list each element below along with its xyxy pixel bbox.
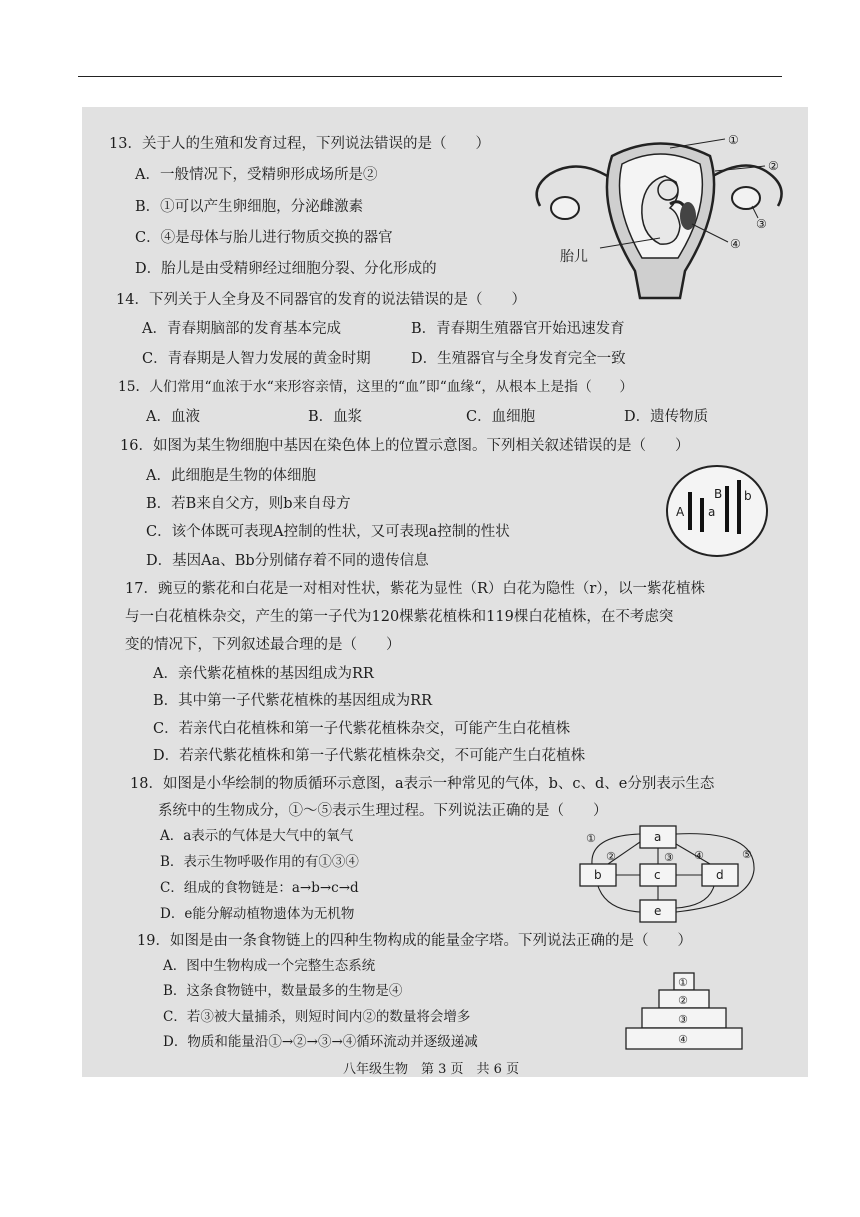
q17-stem-line1: 17．豌豆的紫花和白花是一对相对性状，紫花为显性（R）白花为隐性（r），以一紫花植株	[125, 581, 706, 597]
uterus-label-1: ①	[728, 133, 739, 147]
uterus-label-4: ④	[730, 237, 741, 251]
cycle-figure	[578, 822, 778, 924]
chromosome-2	[700, 498, 704, 532]
process-1: ①	[586, 832, 596, 845]
fetus-label: 胎儿	[560, 249, 588, 265]
q17-stem-line2: 与一白花植株杂交，产生的第一子代为120棵紫花植株和119棵白花植株，在不考虑突	[125, 609, 674, 625]
gene-b: b	[744, 489, 752, 503]
q13-option-b: B．①可以产生卵细胞，分泌雌激素	[135, 199, 364, 215]
arrow-4	[676, 844, 710, 864]
q14-option-d: D．生殖器官与全身发育完全一致	[411, 351, 626, 367]
process-2: ②	[606, 850, 616, 863]
q15-option-c: C．血细胞	[466, 409, 536, 425]
q18-option-b: B．表示生物呼吸作用的有①③④	[160, 854, 359, 870]
chromosome-4	[737, 480, 741, 534]
q17-option-c: C．若亲代白花植株和第一子代紫花植株杂交，可能产生白花植株	[153, 721, 571, 737]
q18-stem-line2: 系统中的生物成分，①～⑤表示生理过程。下列说法正确的是（ ）	[158, 803, 608, 819]
arrow-b-e	[598, 886, 640, 912]
q18-stem-line1: 18．如图是小华绘制的物质循环示意图，a表示一种常见的气体，b、c、d、e分别表示生态	[130, 776, 715, 792]
placenta	[680, 202, 696, 230]
node-e: e	[654, 904, 662, 918]
q17-stem-line3: 变的情况下，下列叙述最合理的是（ ）	[125, 637, 401, 653]
q13-stem: 13．关于人的生殖和发育过程，下列说法错误的是（ ）	[109, 136, 490, 152]
node-d: d	[716, 868, 724, 882]
uterus-figure	[520, 126, 800, 306]
q16-option-d: D．基因Aa、Bb分别储存着不同的遗传信息	[146, 553, 429, 569]
uterus-label-2: ②	[768, 159, 779, 173]
gene-a: a	[708, 505, 716, 519]
q16-option-c: C．该个体既可表现A控制的性状，又可表现a控制的性状	[146, 524, 510, 540]
chromosome-1	[688, 492, 692, 530]
pyramid-label-4: ④	[678, 1033, 688, 1046]
q13-option-a: A．一般情况下，受精卵形成场所是②	[135, 167, 378, 183]
q14-option-a: A．青春期脑部的发育基本完成	[142, 321, 341, 337]
pyramid-label-2: ②	[678, 994, 688, 1007]
q18-option-d: D．e能分解动植物遗体为无机物	[160, 906, 355, 922]
q19-option-d: D．物质和能量沿①→②→③→④循环流动并逐级递减	[163, 1034, 478, 1050]
q19-option-c: C．若③被大量捕杀，则短时间内②的数量将会增多	[163, 1009, 471, 1025]
q16-option-b: B．若B来自父方，则b来自母方	[146, 496, 351, 512]
left-ovary	[551, 197, 579, 219]
header-rule	[78, 76, 782, 77]
q15-option-b: B．血浆	[308, 409, 363, 425]
node-b: b	[594, 868, 602, 882]
q14-stem: 14．下列关于人全身及不同器官的发育的说法错误的是（ ）	[116, 292, 526, 308]
q19-option-a: A．图中生物构成一个完整生态系统	[163, 958, 376, 974]
q18-option-a: A．a表示的气体是大气中的氧气	[160, 828, 354, 844]
q13-option-c: C．④是母体与胎儿进行物质交换的器官	[135, 230, 393, 246]
q15-option-d: D．遗传物质	[624, 409, 709, 425]
q18-option-c: C．组成的食物链是：a→b→c→d	[160, 880, 359, 896]
q17-option-d: D．若亲代紫花植株和第一子代紫花植株杂交，不可能产生白花植株	[153, 748, 586, 764]
chromosome-figure	[665, 464, 769, 558]
q14-option-b: B．青春期生殖器官开始迅速发育	[411, 321, 625, 337]
gene-B: B	[714, 487, 723, 501]
q19-stem: 19．如图是由一条食物链上的四种生物构成的能量金字塔。下列说法正确的是（ ）	[137, 933, 692, 949]
arrow-1	[592, 834, 640, 864]
arrow-d-e	[676, 886, 714, 908]
q17-option-a: A．亲代紫花植株的基因组成为RR	[153, 666, 374, 682]
q16-stem: 16．如图为某生物细胞中基因在染色体上的位置示意图。下列相关叙述错误的是（ ）	[120, 438, 690, 454]
pyramid-label-1: ①	[678, 976, 688, 989]
leader-1	[670, 139, 725, 148]
q15-option-a: A．血液	[146, 409, 200, 425]
q16-option-a: A．此细胞是生物的体细胞	[146, 468, 316, 484]
page-footer: 八年级生物 第 3 页 共 6 页	[343, 1062, 520, 1077]
chromosome-3	[725, 486, 729, 532]
process-5: ⑤	[742, 848, 752, 861]
q15-stem: 15．人们常用“血浓于水“来形容亲情，这里的“血”即“血缘“，从根本上是指（ ）	[118, 379, 634, 395]
node-a: a	[654, 830, 662, 844]
right-ovary	[732, 187, 760, 209]
q14-option-c: C．青春期是人智力发展的黄金时期	[142, 351, 371, 367]
fetus-head	[658, 180, 678, 200]
q13-option-d: D．胎儿是由受精卵经过细胞分裂、分化形成的	[135, 261, 437, 277]
process-4: ④	[694, 849, 704, 862]
pyramid-label-3: ③	[678, 1013, 688, 1026]
q17-option-b: B．其中第一子代紫花植株的基因组成为RR	[153, 693, 432, 709]
uterus-label-3: ③	[756, 217, 767, 231]
node-c: c	[654, 868, 661, 882]
q19-option-b: B．这条食物链中，数量最多的生物是④	[163, 983, 403, 999]
process-3: ③	[664, 851, 674, 864]
pyramid-figure	[624, 972, 744, 1052]
gene-A: A	[676, 505, 685, 519]
